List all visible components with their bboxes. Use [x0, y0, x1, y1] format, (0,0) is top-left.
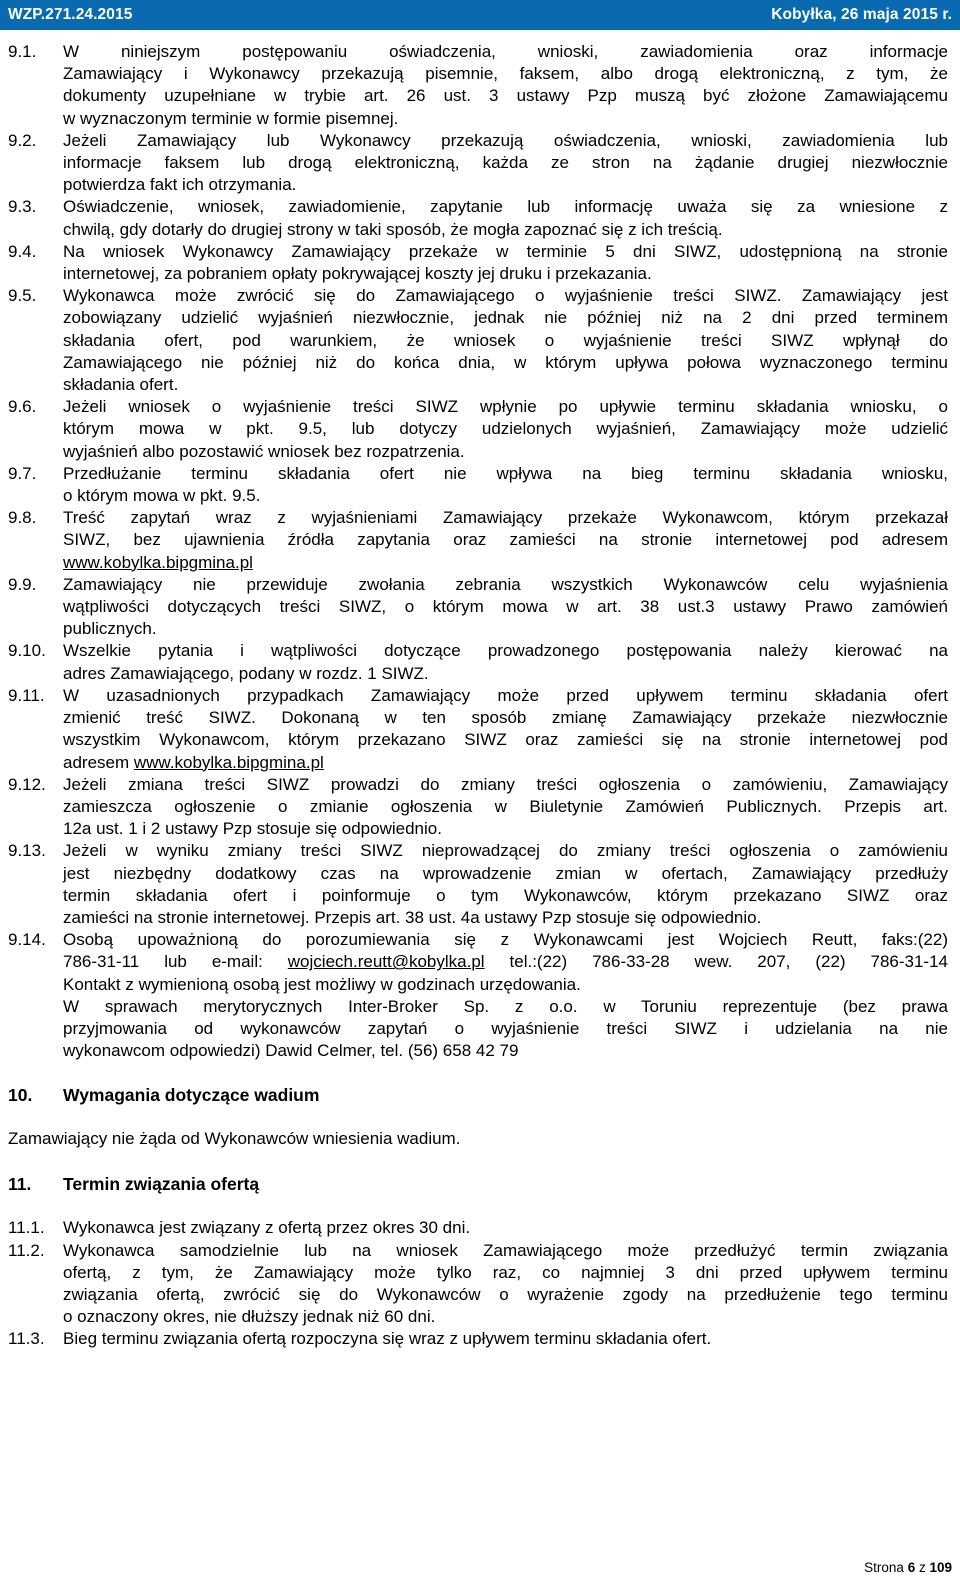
section-10-text: Zamawiający nie żąda od Wykonawców wniesienia wadium. — [8, 1129, 461, 1149]
text-line: adres Zamawiającego, podany w rozdz. 1 SIWZ. — [63, 663, 429, 683]
text-line: Treść zapytań wraz z wyjaśnieniami Zamawiający przekaże Wykonawcom, którym przekazał — [63, 508, 948, 528]
email-link[interactable]: wojciech.reutt@kobylka.pl — [287, 952, 485, 972]
list-item — [8, 685, 948, 774]
item-number: 9.13. — [8, 841, 46, 861]
text-line: w wyznaczonym terminie w formie pisemnej. — [63, 108, 399, 128]
item-number: 9.14. — [8, 930, 46, 950]
page-footer — [864, 1560, 952, 1575]
item-number: 9.11. — [8, 685, 45, 705]
item-text — [63, 1217, 948, 1239]
list-item — [8, 507, 948, 574]
section-9-items — [8, 41, 948, 1062]
item-number: 9.4. — [8, 241, 37, 261]
text-line: Wszelkie pytania i wątpliwości dotyczące prowadzonego postępowania należy kierować na — [63, 641, 948, 661]
item-text — [63, 507, 948, 574]
list-item — [8, 929, 948, 1062]
item-text — [63, 285, 948, 396]
section-number: 11. — [8, 1174, 32, 1195]
list-item — [8, 1217, 948, 1239]
text-line: związania ofertą, zwrócić się do Wykonawców o wyrażenie zgody na przedłużenie tego terminu — [63, 1284, 948, 1304]
text-line: W uzasadnionych przypadkach Zamawiający może przed upływem terminu składania ofert — [63, 685, 948, 705]
text-line: internetowej, za pobraniem opłaty pokrywającej koszty jej druku i przekazania. — [63, 264, 652, 284]
item-number: 11.3. — [8, 1329, 45, 1349]
item-text — [63, 196, 948, 240]
section-title: Termin związania ofertą — [63, 1174, 260, 1195]
item-number: 9.10. — [8, 641, 46, 661]
text-line: Na wniosek Wykonawcy Zamawiający przekaże w terminie 5 dni SIWZ, udostępnioną na stronie — [63, 241, 948, 261]
text-line: zobowiązany udzielić wyjaśnień niezwłocznie, jednak nie później niż na 2 dni przed terminem — [63, 308, 948, 328]
item-number: 9.9. — [8, 574, 37, 594]
item-text — [63, 241, 948, 285]
item-number: 11.2. — [8, 1240, 45, 1260]
text-line: Zamawiającego nie później niż do końca dnia, w którym upływa połowa wyznaczonego terminu — [63, 352, 948, 372]
list-item — [8, 41, 948, 130]
list-item — [8, 241, 948, 285]
text-line: W niniejszym postępowaniu oświadczenia, wnioski, zawiadomienia oraz informacje — [63, 42, 948, 61]
item-number: 9.3. — [8, 197, 37, 217]
document-body — [8, 41, 948, 1351]
item-number: 9.6. — [8, 397, 37, 417]
text-line: zamieszcza ogłoszenie o zmianie ogłoszenia w Biuletynie Zamówień Publicznych. Przepis art. — [63, 796, 948, 816]
list-item — [8, 840, 948, 929]
item-number: 9.1. — [8, 42, 37, 61]
text-line: Przedłużanie terminu składania ofert nie wpływa na bieg terminu składania wniosku, — [63, 463, 948, 483]
section-10-heading — [8, 1084, 948, 1106]
text-line: ofertą, z tym, że Zamawiający może tylko raz, co najmniej 3 dni przed upływem terminu — [63, 1262, 948, 1282]
text-line: chwilą, gdy dotarły do drugiej strony w taki sposób, że mogła zapoznać się z ich treścią. — [63, 219, 723, 239]
list-item — [8, 774, 948, 841]
text-line: informacje faksem lub drogą elektroniczną, każda ze stron na żądanie drugiej niezwłocznie — [63, 153, 948, 173]
document-date: Kobyłka, 26 maja 2015 r. — [771, 6, 952, 23]
current-page: 6 — [907, 1560, 916, 1575]
text-line: potwierdza fakt ich otrzymania. — [63, 175, 297, 195]
list-item — [8, 396, 948, 463]
website-link[interactable]: www.kobylka.bipgmina.pl — [133, 752, 324, 772]
text-line: Osobą upoważnioną do porozumiewania się z Wykonawcami jest Wojciech Reutt, faks:(22) — [63, 930, 948, 950]
text-line: Wykonawca jest związany z ofertą przez okres 30 dni. — [63, 1218, 471, 1238]
website-link[interactable]: www.kobylka.bipgmina.pl — [63, 552, 253, 572]
item-text — [63, 929, 948, 1062]
item-number: 11.1. — [8, 1218, 45, 1238]
text-line: Zamawiający i Wykonawcy przekazują pisemnie, faksem, albo drogą elektroniczną, z tym, że — [63, 64, 948, 84]
text-line: Jeżeli Zamawiający lub Wykonawcy przekazują oświadczenia, wnioski, zawiadomienia lub — [63, 130, 948, 150]
list-item — [8, 1328, 948, 1350]
text-line: Wykonawca samodzielnie lub na wniosek Zamawiającego może przedłużyć termin związania — [63, 1240, 948, 1260]
section-number: 10. — [8, 1085, 33, 1106]
text-line: Zamawiający nie przewiduje zwołania zebrania wszystkich Wykonawców celu wyjaśnienia — [63, 574, 948, 594]
item-number: 9.7. — [8, 463, 37, 483]
text-line: termin składania ofert i poinformuje o tym Wykonawców, którym przekazano SIWZ oraz — [63, 885, 948, 905]
list-item — [8, 463, 948, 507]
item-text — [63, 41, 948, 130]
text-line: publicznych. — [63, 619, 157, 639]
text-line: Oświadczenie, wniosek, zawiadomienie, zapytanie lub informację uważa się za wniesione z — [63, 197, 948, 217]
text-line: o oznaczony okres, nie dłuższy jednak niż 60 dni. — [63, 1307, 436, 1327]
text-line: wyjaśnień albo pozostawić wniosek bez rozpatrzenia. — [63, 441, 465, 461]
item-text — [63, 463, 948, 507]
section-11-items — [8, 1217, 948, 1350]
section-11-heading — [8, 1173, 948, 1195]
text-line: Kontakt z wymienioną osobą jest możliwy w godzinach urzędowania. — [63, 974, 581, 994]
page-header — [0, 0, 960, 30]
text-line: wątpliwości dotyczących treści SIWZ, o którym mowa w art. 38 ust.3 ustawy Prawo zamówień — [63, 597, 948, 617]
text-line: wykonawcom odpowiedzi) Dawid Celmer, tel. (56) 658 42 79 — [63, 1041, 519, 1061]
list-item — [8, 285, 948, 396]
item-text — [63, 1328, 948, 1350]
list-item — [8, 574, 948, 641]
text-line: Jeżeli w wyniku zmiany treści SIWZ nieprowadzącej do zmiany treści ogłoszenia o zamówieniu — [63, 841, 948, 861]
text-line — [63, 552, 948, 574]
text-line: zmienić treść SIWZ. Dokonaną w ten sposób zmianę Zamawiający przekaże niezwłocznie — [63, 708, 948, 728]
text-line: o którym mowa w pkt. 9.5. — [63, 486, 261, 506]
text-line — [63, 752, 948, 774]
list-item — [8, 130, 948, 197]
footer-separator: z — [915, 1560, 930, 1575]
text-line: SIWZ, bez ujawnienia źródła zapytania oraz zamieści na stronie internetowej pod adresem — [63, 530, 948, 550]
item-number: 9.2. — [8, 130, 37, 150]
item-number: 9.12. — [8, 774, 46, 794]
text-line: Bieg terminu związania ofertą rozpoczyna się wraz z upływem terminu składania ofert. — [63, 1329, 712, 1349]
text-line: jest niezbędny dodatkowy czas na wprowadzenie zmian w ofertach, Zamawiający przedłuży — [63, 863, 948, 883]
section-title: Wymagania dotyczące wadium — [63, 1085, 320, 1106]
text-line — [63, 951, 948, 973]
item-text — [63, 685, 948, 774]
text-segment: 786-31-11 lub e-mail: — [63, 952, 288, 972]
item-text — [63, 640, 948, 684]
text-line: Wykonawca może zwrócić się do Zamawiającego o wyjaśnienie treści SIWZ. Zamawiający jest — [63, 286, 948, 306]
text-segment: adresem — [63, 752, 134, 772]
text-segment: tel.:(22) 786-33-28 wew. 207, (22) 786-31-14 — [484, 952, 949, 972]
item-text — [63, 774, 948, 841]
text-line: Jeżeli wniosek o wyjaśnienie treści SIWZ wpłynie po upływie terminu składania wniosku, o — [63, 397, 948, 417]
list-item — [8, 1240, 948, 1329]
text-line: przyjmowania od wykonawców zapytań o wyjaśnienie treści SIWZ i udzielania na nie — [63, 1018, 948, 1038]
item-text — [63, 130, 948, 197]
item-text — [63, 574, 948, 641]
text-line: dokumenty uzupełniane w trybie art. 26 ust. 3 ustawy Pzp muszą być złożone Zamawiającemu — [63, 86, 948, 106]
list-item — [8, 196, 948, 240]
text-line: 12a ust. 1 i 2 ustawy Pzp stosuje się odpowiednio. — [63, 819, 442, 839]
item-text — [63, 396, 948, 463]
text-line: Jeżeli zmiana treści SIWZ prowadzi do zmiany treści ogłoszenia o zamówieniu, Zamawiający — [63, 774, 948, 794]
text-line: zamieści na stronie internetowej. Przepis art. 38 ust. 4a ustawy Pzp stosuje się odpowiednio. — [63, 907, 762, 927]
text-line: W sprawach merytorycznych Inter-Broker Sp. z o.o. w Toruniu reprezentuje (bez prawa — [63, 996, 948, 1016]
total-pages: 109 — [929, 1560, 952, 1575]
text-line: wszystkim Wykonawcom, którym przekazano SIWZ oraz zamieści się na stronie internetowej pod — [63, 730, 948, 750]
text-line: składania ofert, pod warunkiem, że wniosek o wyjaśnienie treści SIWZ wpłynął do — [63, 330, 948, 350]
document-reference: WZP.271.24.2015 — [8, 6, 133, 23]
item-text — [63, 1240, 948, 1329]
item-number: 9.8. — [8, 508, 37, 528]
list-item — [8, 640, 948, 684]
footer-prefix: Strona — [864, 1560, 908, 1575]
item-text — [63, 840, 948, 929]
item-number: 9.5. — [8, 286, 37, 306]
text-line: składania ofert. — [63, 375, 179, 395]
text-line: którym mowa w pkt. 9.5, lub dotyczy udzielonych wyjaśnień, Zamawiający może udzielić — [63, 419, 948, 439]
